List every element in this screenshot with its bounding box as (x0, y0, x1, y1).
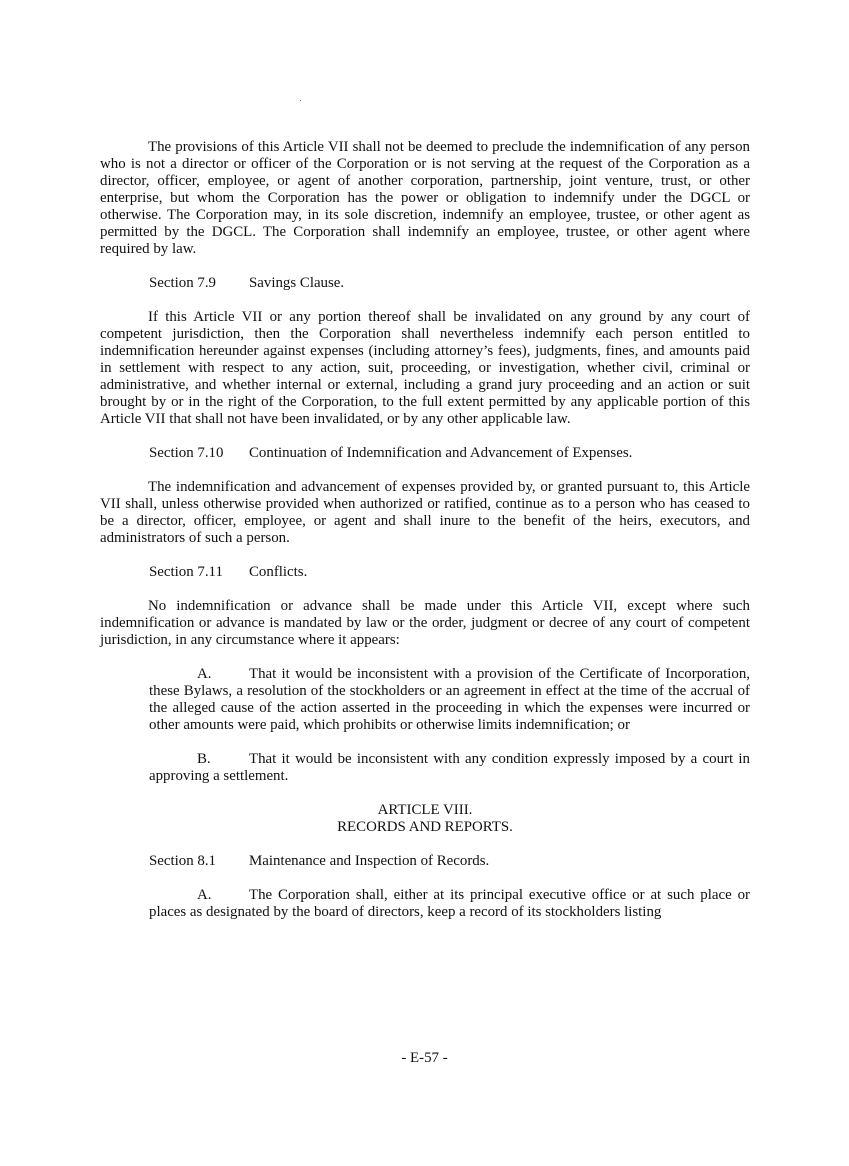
paragraph-conflicts: No indemnification or advance shall be made under this Article VII, except where such indemnification or advance is mandated by law or the order, judgment or decree of any court of competent jurisdiction, in any circumstance where it appears: (100, 598, 750, 648)
section-number: Section 8.1 (149, 853, 217, 869)
list-item-b (149, 751, 750, 785)
list-item-text: That it would be inconsistent with a provision of the Certificate of Incorporation, these Bylaws, a resolution of the stockholders or an agreement in effect at the time of the accrual of the alleged cause of the action asserted in the proceeding in which the expenses were incurred or other amounts were paid, which prohibits or otherwise limits indemnification; or (149, 666, 750, 733)
paragraph-savings-clause: If this Article VII or any portion thereof shall be invalidated on any ground by any court of competent jurisdiction, then the Corporation shall nevertheless indemnify each person entitled to indemnification hereunder against expenses (including attorney’s fees), judgments, fines, and amounts paid in settlement with respect to any action, suit, proceeding, or investigation, whether civil, criminal or administrative, and whether internal or external, including a grand jury proceeding and an action or suit brought by or in the right of the Corporation, to the full extent permitted by any applicable portion of this Article VII that shall not have been invalidated, or by any other applicable law. (100, 309, 750, 427)
paragraph-continuation: The indemnification and advancement of expenses provided by, or granted pursuant to, this Article VII shall, unless otherwise provided when authorized or ratified, continue as to a person who has ceased to be a director, officer, employee, or agent and shall inure to the benefit of the heirs, executors, and administrators of such a person. (100, 479, 750, 546)
document-page (100, 139, 750, 921)
section-title: Continuation of Indemnification and Advancement of Expenses. (249, 445, 633, 461)
list-letter: A. (197, 887, 212, 903)
section-title: Savings Clause. (249, 275, 345, 291)
page-number: - E-57 - (401, 1050, 448, 1066)
list-item-text: That it would be inconsistent with any condition expressly imposed by a court in approving a settlement. (149, 751, 750, 784)
section-number: Section 7.10 (149, 445, 224, 461)
list-letter: A. (197, 666, 212, 682)
section-title: Conflicts. (249, 564, 308, 580)
list-item-a (149, 666, 750, 734)
section-heading-8-1 (149, 853, 750, 870)
scan-dot (300, 100, 301, 101)
section-number: Section 7.9 (149, 275, 217, 291)
article-subtitle: RECORDS AND REPORTS. (337, 819, 513, 835)
list-letter: B. (197, 751, 211, 767)
section-heading-7-9 (149, 275, 750, 292)
article-title: ARTICLE VIII. (377, 802, 473, 818)
section-title: Maintenance and Inspection of Records. (249, 853, 490, 869)
paragraph-indemnification-others: The provisions of this Article VII shall not be deemed to preclude the indemnification of any person who is not a director or officer of the Corporation or is not serving at the request of the Corporation as a director, officer, employee, or agent of another corporation, partnership, joint venture, trust, or other enterprise, but whom the Corporation has the power or obligation to indemnify under the DGCL or otherwise. The Corporation may, in its sole discretion, indemnify an employee, trustee, or other agent as permitted by the DGCL. The Corporation shall indemnify an employee, trustee, or other agent where required by law. (100, 139, 750, 257)
list-item-a-records (149, 887, 750, 921)
section-number: Section 7.11 (149, 564, 223, 580)
list-item-text: The Corporation shall, either at its principal executive office or at such place or places as designated by the board of directors, keep a record of its stockholders listing (149, 887, 750, 920)
section-heading-7-11 (149, 564, 750, 581)
section-heading-7-10 (149, 445, 750, 462)
